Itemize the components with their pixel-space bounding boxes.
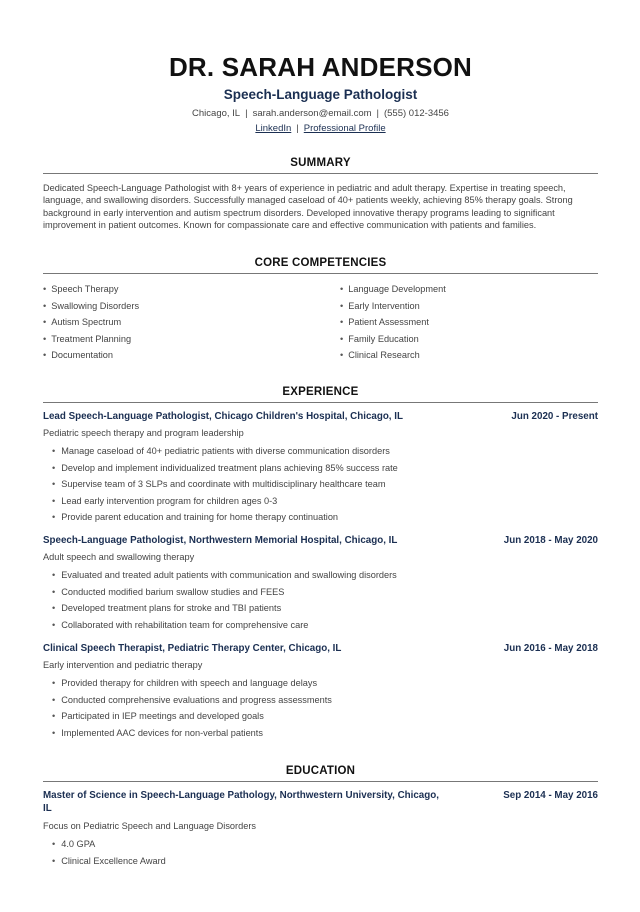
link-separator: | — [296, 123, 299, 134]
profile-links — [43, 122, 598, 136]
contact-phone: (555) 012-3456 — [383, 108, 449, 119]
job-entry — [43, 534, 598, 633]
education-section — [43, 764, 598, 782]
job-subtitle: Pediatric speech therapy and program leadership — [43, 428, 244, 438]
competency-item: • Family Education — [340, 331, 598, 348]
education-bullets — [43, 836, 598, 869]
linkedin-link[interactable]: LinkedIn — [255, 123, 292, 134]
job-bullets — [43, 567, 598, 633]
job-date: Jun 2018 - May 2020 — [503, 535, 598, 546]
experience-section — [43, 385, 598, 403]
education-header — [43, 789, 598, 815]
summary-text: Dedicated Speech-Language Pathologist with 8+ years of experience in pediatric and adult therapy. Expertise in treating speech, language, and swallowing disorders. Successfully managed caseload of 40+ patients weekly, achieving 85% therapy goals. Strong background in early intervention and autism spectrum disorders. Developed innovative therapy programs leading to significant improvement in patient outcomes. Known for compassionate care and effective communication with patients and families. — [43, 183, 573, 231]
job-title: Clinical Speech Therapist, Pediatric Therapy Center, Chicago, IL — [43, 643, 342, 654]
summary-heading: SUMMARY — [43, 156, 598, 174]
job-entry — [43, 410, 598, 526]
degree-title: Master of Science in Speech-Language Pathology, Northwestern University, Chicago, IL — [43, 790, 439, 814]
competencies-right-column — [340, 281, 598, 364]
education-heading: EDUCATION — [43, 764, 598, 782]
experience-heading: EXPERIENCE — [43, 385, 598, 403]
job-bullets — [43, 443, 598, 526]
competency-item: • Swallowing Disorders — [43, 298, 340, 315]
job-subtitle: Early intervention and pediatric therapy — [43, 660, 203, 670]
job-bullet: • Implemented AAC devices for non-verbal patients — [52, 725, 598, 742]
competency-item: • Autism Spectrum — [43, 314, 340, 331]
job-bullet: • Collaborated with rehabilitation team for comprehensive care — [52, 617, 598, 634]
job-bullets — [43, 675, 598, 741]
competency-item: • Clinical Research — [340, 347, 598, 364]
job-bullet: • Developed treatment plans for stroke and TBI patients — [52, 600, 598, 617]
contact-line — [43, 106, 598, 121]
contact-separator: | — [245, 108, 248, 119]
job-bullet: • Supervise team of 3 SLPs and coordinate with multidisciplinary healthcare team — [52, 476, 598, 493]
job-date: Jun 2020 - Present — [511, 411, 598, 422]
competency-item: • Speech Therapy — [43, 281, 340, 298]
contact-email: sarah.anderson@email.com — [252, 108, 372, 119]
resume-page — [43, 0, 598, 866]
job-title: Speech-Language Pathologist, Northwestern Memorial Hospital, Chicago, IL — [43, 535, 398, 546]
competency-item: • Language Development — [340, 281, 598, 298]
competency-item: • Patient Assessment — [340, 314, 598, 331]
competencies-heading: CORE COMPETENCIES — [43, 256, 598, 274]
job-entry — [43, 642, 598, 741]
contact-location: Chicago, IL — [192, 108, 241, 119]
competency-item: • Early Intervention — [340, 298, 598, 315]
job-bullet: • Develop and implement individualized treatment plans achieving 85% success rate — [52, 460, 598, 477]
candidate-name: DR. SARAH ANDERSON — [168, 52, 473, 82]
job-header — [43, 642, 598, 655]
job-title: Lead Speech-Language Pathologist, Chicago Children's Hospital, Chicago, IL — [43, 411, 403, 422]
job-header — [43, 534, 598, 547]
job-bullet: • Participated in IEP meetings and developed goals — [52, 708, 598, 725]
job-bullet: • Provide parent education and training for home therapy continuation — [52, 509, 598, 526]
job-bullet: • Conducted comprehensive evaluations and progress assessments — [52, 692, 598, 709]
job-bullet: • Conducted modified barium swallow studies and FEES — [52, 584, 598, 601]
competencies-grid — [43, 281, 598, 364]
competency-item: • Treatment Planning — [43, 331, 340, 348]
job-bullet: • Manage caseload of 40+ pediatric patients with diverse communication disorders — [52, 443, 598, 460]
competencies-section — [43, 256, 598, 364]
candidate-title: Speech-Language Pathologist — [223, 87, 418, 102]
job-header — [43, 410, 598, 423]
education-bullet: • 4.0 GPA — [52, 836, 598, 853]
education-bullet: • Clinical Excellence Award — [52, 853, 598, 870]
education-date: Sep 2014 - May 2016 — [503, 790, 598, 801]
education-subtitle: Focus on Pediatric Speech and Language Disorders — [43, 821, 256, 831]
job-bullet: • Lead early intervention program for children ages 0-3 — [52, 493, 598, 510]
contact-separator: | — [376, 108, 379, 119]
job-bullet: • Provided therapy for children with speech and language delays — [52, 675, 598, 692]
summary-section — [43, 156, 598, 232]
job-subtitle: Adult speech and swallowing therapy — [43, 552, 195, 562]
professional-profile-link[interactable]: Professional Profile — [303, 123, 386, 134]
education-entry — [43, 789, 598, 869]
competency-item: • Documentation — [43, 347, 340, 364]
competencies-left-column — [43, 281, 340, 364]
job-date: Jun 2016 - May 2018 — [503, 643, 598, 654]
job-bullet: • Evaluated and treated adult patients with communication and swallowing disorders — [52, 567, 598, 584]
resume-header — [43, 0, 598, 136]
